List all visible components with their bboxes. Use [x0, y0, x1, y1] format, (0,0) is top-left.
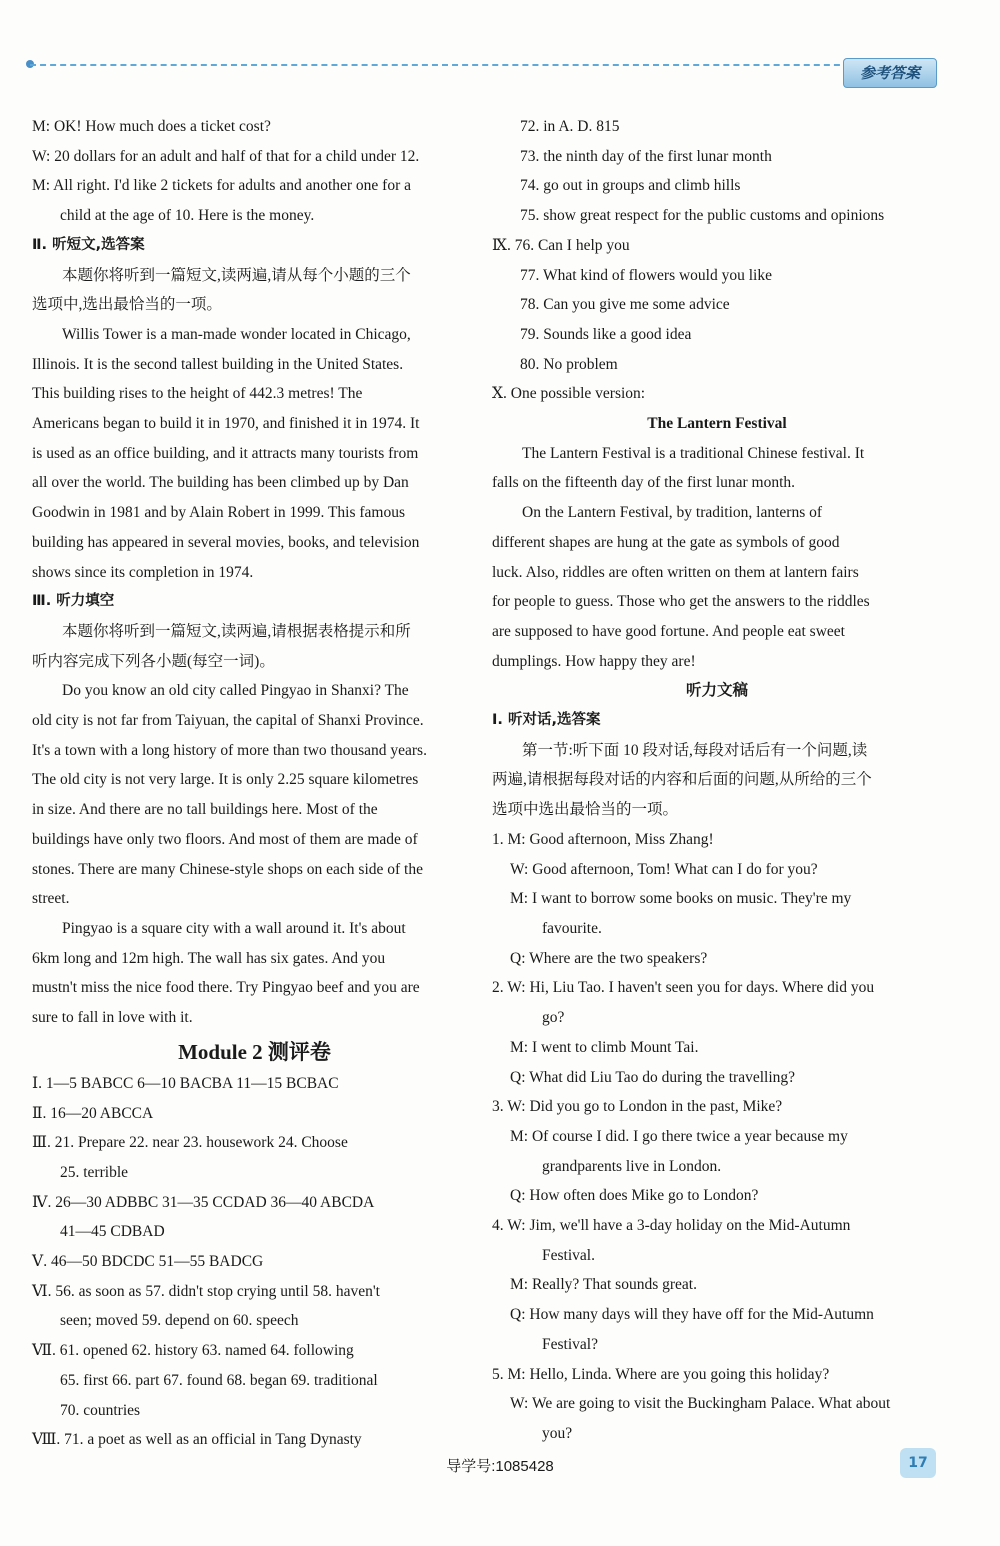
text-line: Ⅶ. 61. opened 62. history 63. named 64. following [32, 1342, 354, 1360]
text-line: 3. W: Did you go to London in the past, Mike? [492, 1098, 783, 1116]
text-line: 本题你将听到一篇短文,读两遍,请根据表格提示和所 [62, 622, 411, 640]
text-line: in size. And there are no tall buildings here. Most of the [32, 801, 378, 819]
text-line: 听力文稿 [685, 682, 748, 700]
text-line: 本题你将听到一篇短文,读两遍,请从每个小题的三个 [62, 266, 411, 284]
text-line: seen; moved 59. depend on 60. speech [60, 1312, 299, 1330]
text-line: you? [542, 1424, 573, 1442]
text-line: 5. M: Hello, Linda. Where are you going this holiday? [492, 1365, 830, 1383]
text-line: buildings have only two floors. And most of them are made of [32, 830, 418, 848]
text-line: favourite. [542, 919, 602, 937]
text-line: M: I went to climb Mount Tai. [510, 1038, 699, 1056]
text-line: go? [542, 1009, 565, 1027]
text-line: W: 20 dollars for an adult and half of that for a child under 12. [32, 147, 420, 165]
text-line: falls on the fifteenth day of the first lunar month. [492, 474, 796, 492]
text-line: dumplings. How happy they are! [492, 652, 696, 670]
text-line: Q: What did Liu Tao do during the travelling? [510, 1068, 796, 1086]
text-line: 74. go out in groups and climb hills [520, 177, 741, 195]
text-line: 两遍,请根据每段对话的内容和后面的问题,从所给的三个 [492, 771, 872, 789]
text-line: M: Of course I did. I go there twice a year because my [510, 1127, 848, 1145]
text-line: 79. Sounds like a good idea [520, 325, 692, 343]
text-line: mustn't miss the nice food there. Try Pingyao beef and you are [32, 979, 420, 997]
text-line: Ⅴ. 46—50 BDCDC 51—55 BADCG [32, 1253, 264, 1271]
text-line: Q: How often does Mike go to London? [510, 1187, 759, 1205]
text-line: 75. show great respect for the public customs and opinions [520, 207, 885, 225]
text-line: old city is not far from Taiyuan, the capital of Shanxi Province. [32, 712, 424, 730]
text-line: Do you know an old city called Pingyao in Shanxi? The [62, 682, 409, 700]
text-line: Ⅸ. 76. Can I help you [492, 236, 630, 254]
text-line: stones. There are many Chinese-style shops on each side of the [32, 860, 423, 878]
text-line: The old city is not very large. It is only 2.25 square kilometres [32, 771, 419, 789]
text-line: 73. the ninth day of the first lunar month [520, 147, 772, 165]
page-number-badge: 17 [900, 1448, 936, 1478]
text-line: shows since its completion in 1974. [32, 563, 254, 581]
text-line: 77. What kind of flowers would you like [520, 266, 772, 284]
text-line: are supposed to have good fortune. And people eat sweet [492, 622, 845, 640]
answer-key-tag: 参考答案 [843, 58, 937, 88]
text-line: Illinois. It is the second tallest building in the United States. [32, 355, 404, 373]
text-line: all over the world. The building has been climbed up by Dan [32, 474, 409, 492]
text-line: sure to fall in love with it. [32, 1009, 193, 1027]
text-line: 25. terrible [60, 1163, 129, 1181]
text-line: Ⅰ. 1—5 BABCC 6—10 BACBA 11—15 BCBAC [32, 1074, 339, 1092]
text-line: This building rises to the height of 442.3 metres! The [32, 385, 363, 403]
text-line: Pingyao is a square city with a wall around it. It's about [62, 919, 406, 937]
right-column [492, 112, 942, 1449]
text-line: Ⅹ. One possible version: [492, 385, 646, 403]
text-line: W: We are going to visit the Buckingham Palace. What about [510, 1395, 891, 1413]
text-line: child at the age of 10. Here is the money. [60, 207, 315, 225]
text-line: M: All right. I'd like 2 tickets for adults and another one for a [32, 177, 412, 195]
text-line: 72. in A. D. 815 [520, 118, 620, 135]
text-line: 6km long and 12m high. The wall has six gates. And you [32, 949, 386, 967]
text-line: M: OK! How much does a ticket cost? [32, 118, 271, 135]
text-line: Goodwin in 1981 and by Alain Robert in 1999. This famous [32, 504, 405, 522]
text-line: Americans began to build it in 1970, and finished it in 1974. It [32, 415, 420, 433]
text-line: M: I want to borrow some books on music. They're my [510, 890, 852, 908]
text-line: 4. W: Jim, we'll have a 3-day holiday on the Mid-Autumn [492, 1217, 851, 1235]
left-column [32, 112, 477, 1455]
text-line: Willis Tower is a man-made wonder located in Chicago, [62, 325, 411, 343]
text-line: The Lantern Festival is a traditional Chinese festival. It [522, 444, 865, 462]
text-line: Festival? [542, 1335, 598, 1353]
text-line: Ⅲ. 21. Prepare 22. near 23. housework 24. Choose [32, 1134, 348, 1152]
text-line: W: Good afternoon, Tom! What can I do for you? [510, 860, 818, 878]
text-line: Ⅳ. 26—30 ADBBC 31—35 CCDAD 36—40 ABCDA [32, 1193, 375, 1211]
text-line: 1. M: Good afternoon, Miss Zhang! [492, 830, 714, 848]
text-line: Ⅵ. 56. as soon as 57. didn't stop crying until 58. haven't [32, 1282, 380, 1300]
text-line: 2. W: Hi, Liu Tao. I haven't seen you for days. Where did you [492, 979, 875, 997]
text-line: luck. Also, riddles are often written on them at lantern fairs [492, 563, 859, 581]
header-dashed-rule [30, 64, 860, 66]
text-line: 第一节:听下面 10 段对话,每段对话后有一个问题,读 [522, 741, 868, 759]
text-line: 78. Can you give me some advice [520, 296, 730, 314]
text-line: Ⅷ. 71. a poet as well as an official in Tang Dynasty [32, 1431, 362, 1449]
text-line: Ⅰ. 听对话,选答案 [492, 712, 601, 729]
text-line: different shapes are hung at the gate as symbols of good [492, 533, 840, 551]
text-line: Q: How many days will they have off for the Mid-Autumn [510, 1306, 874, 1324]
text-line: It's a town with a long history of more than two thousand years. [32, 741, 427, 759]
text-line: Ⅱ. 16—20 ABCCA [32, 1104, 154, 1122]
text-line: Ⅱ. 听短文,选答案 [32, 236, 145, 253]
text-line: Festival. [542, 1246, 595, 1264]
text-line: Module 2 测评卷 [178, 1039, 331, 1064]
text-line: building has appeared in several movies, books, and television [32, 533, 420, 551]
text-line: Ⅲ. 听力填空 [32, 593, 115, 610]
text-line: grandparents live in London. [542, 1157, 722, 1175]
text-line: street. [32, 890, 70, 908]
text-line: 选项中选出最恰当的一项。 [492, 801, 679, 819]
text-line: 41—45 CDBAD [60, 1223, 165, 1241]
text-line: 选项中,选出最恰当的一项。 [32, 296, 222, 314]
text-line: 65. first 66. part 67. found 68. began 69. traditional [60, 1371, 378, 1389]
text-line: M: Really? That sounds great. [510, 1276, 697, 1294]
text-line: is used as an office building, and it attracts many tourists from [32, 444, 419, 462]
text-line: 70. countries [60, 1401, 141, 1419]
text-line: Q: Where are the two speakers? [510, 949, 708, 967]
text-line: for people to guess. Those who get the answers to the riddles [492, 593, 870, 611]
text-line: On the Lantern Festival, by tradition, lanterns of [522, 504, 823, 522]
text-line: 80. No problem [520, 355, 618, 373]
text-line: 听内容完成下列各小题(每空一词)。 [32, 652, 275, 670]
text-line: The Lantern Festival [647, 415, 787, 433]
guide-number: 导学号:1085428 [446, 1458, 554, 1475]
